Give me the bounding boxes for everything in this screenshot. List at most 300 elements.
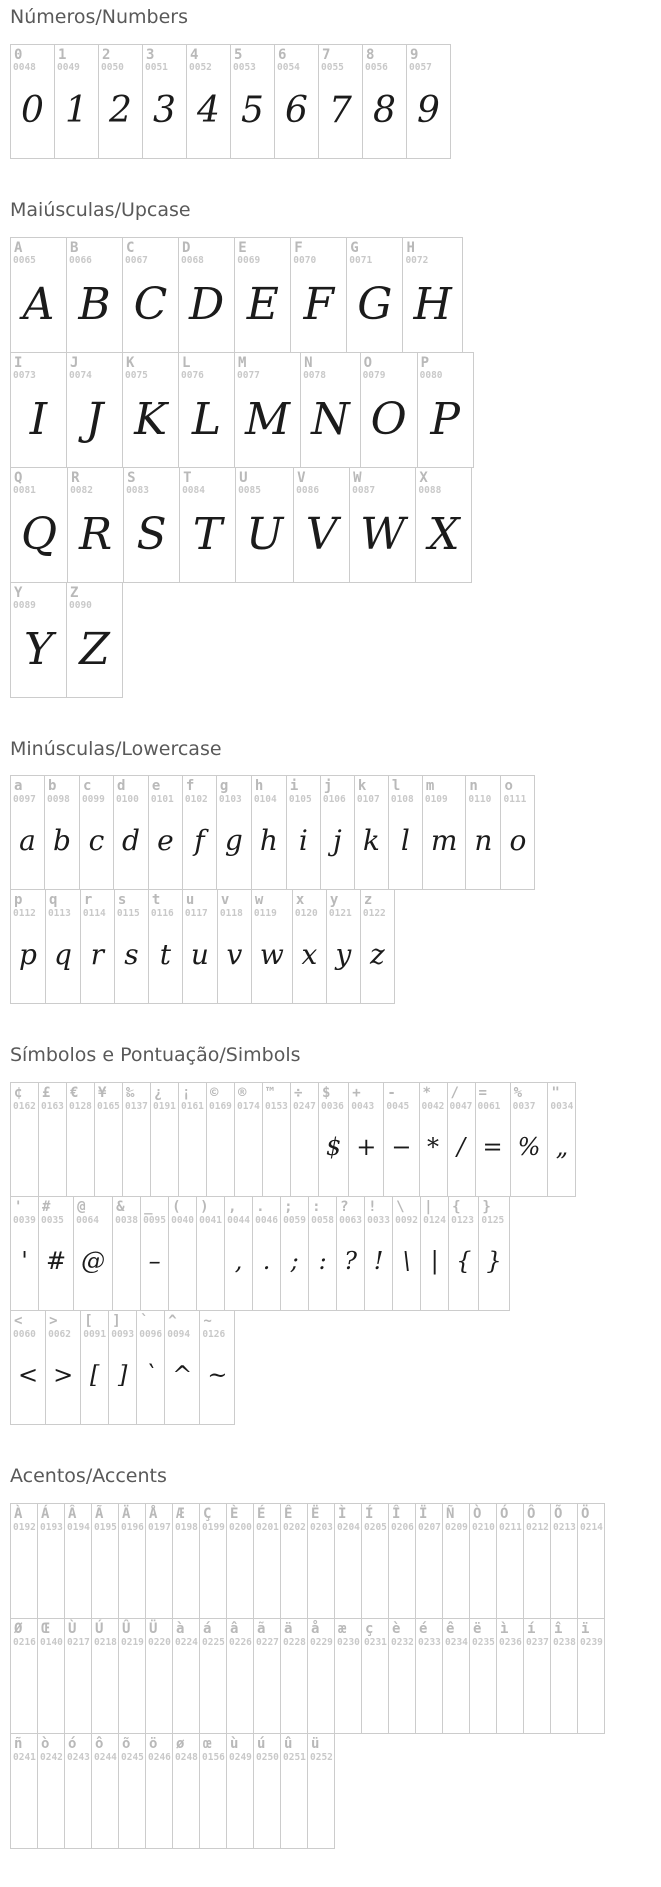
cell-character-label: S <box>127 469 136 486</box>
cell-unicode-code: 0232 <box>391 1636 414 1648</box>
cell-character-label: m <box>425 778 435 795</box>
cell-glyph: 9 <box>417 89 440 131</box>
cell-unicode-code: 0236 <box>499 1636 522 1648</box>
cell-glyph <box>281 1648 307 1733</box>
cell-glyph <box>11 1112 38 1196</box>
cell-glyph <box>179 1112 206 1196</box>
cell-unicode-code: 0241 <box>13 1751 36 1763</box>
cell-character-label: w <box>254 892 264 909</box>
char-cell <box>547 1082 576 1197</box>
cell-glyph: Z <box>79 624 110 676</box>
cell-unicode-code: 0199 <box>202 1521 225 1533</box>
cell-unicode-code: 0039 <box>13 1214 36 1226</box>
cell-unicode-code: 0033 <box>367 1214 390 1226</box>
cell-character-label: Ê <box>284 1505 293 1522</box>
cell-glyph: \ <box>402 1247 411 1276</box>
cell-glyph <box>119 1648 145 1733</box>
cell-character-label: C <box>126 239 135 256</box>
char-cell <box>148 775 183 890</box>
char-cell <box>10 889 46 1004</box>
cell-glyph <box>291 1112 318 1196</box>
cell-glyph: D <box>189 279 225 331</box>
cell-character-label: [ <box>84 1313 93 1330</box>
cell-glyph <box>524 1533 550 1618</box>
cell-character-label: Ö <box>581 1505 590 1522</box>
cell-unicode-code: 0105 <box>288 794 312 806</box>
cell-unicode-code: 0047 <box>449 1100 473 1112</box>
cell-unicode-code: 0205 <box>364 1521 387 1533</box>
cell-unicode-code: 0122 <box>362 908 386 920</box>
char-cell <box>122 1082 151 1197</box>
cell-glyph <box>497 1648 523 1733</box>
cell-glyph: | <box>430 1247 439 1276</box>
char-cell <box>136 1310 165 1425</box>
cell-glyph <box>173 1648 199 1733</box>
cell-unicode-code: 0068 <box>181 255 204 267</box>
cell-character-label: j <box>323 778 333 795</box>
char-cell <box>253 1733 281 1849</box>
cell-character-label: . <box>256 1199 265 1216</box>
cell-unicode-code: 0238 <box>553 1636 576 1648</box>
cell-glyph <box>119 1533 145 1618</box>
cell-character-label: ÷ <box>294 1085 303 1102</box>
cell-glyph <box>207 1112 234 1196</box>
cell-unicode-code: 0214 <box>580 1521 603 1533</box>
cell-glyph: ? <box>344 1247 358 1276</box>
cell-unicode-code: 0162 <box>13 1100 36 1112</box>
cell-unicode-code: 0213 <box>553 1521 576 1533</box>
char-cell <box>361 1618 389 1734</box>
cell-glyph <box>443 1533 469 1618</box>
char-cell <box>145 1503 173 1619</box>
cell-character-label: \ <box>396 1199 405 1216</box>
char-row <box>10 44 661 159</box>
cell-unicode-code: 0059 <box>283 1214 306 1226</box>
char-cell <box>226 1618 254 1734</box>
char-cell <box>388 1618 416 1734</box>
cell-unicode-code: 0065 <box>13 255 36 267</box>
char-cell <box>10 775 45 890</box>
cell-glyph: g <box>224 824 243 858</box>
cell-unicode-code: 0092 <box>395 1214 418 1226</box>
char-cell <box>123 467 180 583</box>
cell-unicode-code: 0140 <box>40 1636 63 1648</box>
char-cell <box>448 1196 479 1311</box>
cell-glyph <box>11 1763 37 1848</box>
cell-character-label: ] <box>112 1313 121 1330</box>
cell-glyph <box>470 1648 496 1733</box>
char-cell <box>150 1082 179 1197</box>
cell-glyph <box>227 1763 253 1848</box>
cell-unicode-code: 0063 <box>339 1214 362 1226</box>
char-cell <box>122 237 179 353</box>
char-row <box>10 352 661 468</box>
cell-character-label: À <box>14 1505 23 1522</box>
cell-unicode-code: 0038 <box>115 1214 138 1226</box>
cell-glyph: l <box>400 824 410 858</box>
cell-unicode-code: 0106 <box>322 794 346 806</box>
cell-glyph: – <box>148 1247 161 1276</box>
cell-character-label: r <box>83 892 93 909</box>
char-row <box>10 582 661 698</box>
cell-glyph: { <box>456 1247 472 1276</box>
char-cell <box>349 467 416 583</box>
cell-character-label: ® <box>238 1085 247 1102</box>
cell-glyph <box>92 1648 118 1733</box>
char-cell <box>113 775 149 890</box>
char-row <box>10 1503 661 1619</box>
cell-glyph: a <box>19 824 36 858</box>
cell-unicode-code: 0040 <box>171 1214 194 1226</box>
cell-character-label: Ø <box>14 1620 23 1637</box>
cell-glyph: , <box>234 1247 243 1276</box>
cell-glyph <box>470 1533 496 1618</box>
char-cell <box>10 1503 38 1619</box>
cell-glyph <box>200 1763 226 1848</box>
cell-character-label: { <box>452 1199 461 1216</box>
cell-unicode-code: 0116 <box>150 908 174 920</box>
cell-glyph: W <box>360 509 406 561</box>
cell-character-label: c <box>82 778 92 795</box>
cell-glyph: ! <box>373 1247 384 1276</box>
cell-unicode-code: 0216 <box>13 1636 36 1648</box>
cell-unicode-code: 0113 <box>47 908 71 920</box>
cell-unicode-code: 0163 <box>41 1100 64 1112</box>
cell-unicode-code: 0036 <box>321 1100 344 1112</box>
cell-character-label: ü <box>311 1735 320 1752</box>
cell-glyph: y <box>335 938 352 972</box>
cell-unicode-code: 0087 <box>352 485 376 497</box>
char-cell <box>326 889 361 1004</box>
cell-character-label: - <box>387 1085 396 1102</box>
cell-glyph: S <box>136 509 167 561</box>
char-cell <box>475 1082 511 1197</box>
cell-glyph: o <box>509 824 527 858</box>
cell-character-label: Ò <box>473 1505 482 1522</box>
char-cell <box>234 1082 263 1197</box>
cell-character-label: p <box>14 892 23 909</box>
cell-glyph: / <box>456 1133 466 1162</box>
cell-glyph: t <box>159 938 171 972</box>
cell-glyph: A <box>22 279 55 331</box>
section-title: Maiúsculas/Upcase <box>10 198 191 221</box>
cell-glyph <box>362 1533 388 1618</box>
cell-character-label: 1 <box>58 46 67 63</box>
cell-unicode-code: 0083 <box>126 485 149 497</box>
cell-unicode-code: 0098 <box>47 794 70 806</box>
cell-character-label: , <box>228 1199 237 1216</box>
char-cell <box>354 775 389 890</box>
char-cell <box>64 1503 92 1619</box>
cell-unicode-code: 0229 <box>310 1636 333 1648</box>
char-cell <box>142 44 187 159</box>
char-cell <box>300 352 361 468</box>
cell-unicode-code: 0037 <box>512 1100 536 1112</box>
cell-glyph: : <box>318 1247 327 1276</box>
cell-character-label: e <box>151 778 161 795</box>
cell-glyph <box>65 1533 91 1618</box>
cell-character-label: g <box>219 778 229 795</box>
char-cell <box>419 1082 448 1197</box>
char-row <box>10 1618 661 1734</box>
cell-unicode-code: 0082 <box>70 485 93 497</box>
cell-glyph <box>263 1112 290 1196</box>
cell-character-label: È <box>230 1505 239 1522</box>
cell-character-label: t <box>151 892 161 909</box>
cell-unicode-code: 0104 <box>253 794 277 806</box>
cell-glyph: Y <box>23 624 54 676</box>
cell-character-label: ¢ <box>14 1085 23 1102</box>
cell-character-label: ó <box>68 1735 77 1752</box>
cell-unicode-code: 0248 <box>175 1751 198 1763</box>
cell-unicode-code: 0246 <box>148 1751 171 1763</box>
cell-unicode-code: 0206 <box>391 1521 414 1533</box>
cell-glyph <box>227 1533 253 1618</box>
cell-character-label: B <box>70 239 79 256</box>
char-cell <box>199 1503 227 1619</box>
char-cell <box>226 1503 254 1619</box>
cell-unicode-code: 0062 <box>48 1328 71 1340</box>
char-cell <box>168 1196 197 1311</box>
char-cell <box>10 1733 38 1849</box>
cell-glyph: % <box>517 1133 541 1162</box>
cell-character-label: N <box>304 354 313 371</box>
cell-character-label: á <box>203 1620 212 1637</box>
cell-character-label: l <box>391 778 401 795</box>
char-cell <box>496 1618 524 1734</box>
cell-unicode-code: 0071 <box>349 255 373 267</box>
cell-glyph: H <box>413 279 452 331</box>
cell-glyph <box>551 1533 577 1618</box>
cell-character-label: ë <box>473 1620 482 1637</box>
cell-character-label: î <box>554 1620 563 1637</box>
cell-glyph <box>254 1763 280 1848</box>
cell-character-label: Ù <box>68 1620 77 1637</box>
section-accents <box>10 1465 661 1849</box>
char-cell <box>230 44 275 159</box>
cell-unicode-code: 0128 <box>69 1100 92 1112</box>
cell-character-label: ô <box>95 1735 104 1752</box>
cell-character-label: % <box>513 1085 523 1102</box>
cell-unicode-code: 0080 <box>419 370 443 382</box>
cell-unicode-code: 0115 <box>116 908 140 920</box>
cell-character-label: Ä <box>122 1505 131 1522</box>
cell-character-label: ¿ <box>154 1085 163 1102</box>
cell-character-label: € <box>70 1085 79 1102</box>
char-cell <box>235 467 294 583</box>
cell-character-label: Â <box>68 1505 77 1522</box>
char-cell <box>182 775 217 890</box>
char-cell <box>442 1503 470 1619</box>
cell-glyph <box>200 1648 226 1733</box>
cell-unicode-code: 0201 <box>256 1521 279 1533</box>
cell-character-label: ~ <box>203 1313 212 1330</box>
char-cell <box>252 1196 281 1311</box>
cell-glyph: > <box>53 1361 74 1390</box>
cell-unicode-code: 0035 <box>41 1214 64 1226</box>
cell-character-label: Õ <box>554 1505 563 1522</box>
cell-unicode-code: 0156 <box>202 1751 225 1763</box>
cell-character-label: ä <box>284 1620 293 1637</box>
cell-unicode-code: 0099 <box>81 794 105 806</box>
cell-glyph <box>146 1763 172 1848</box>
cell-character-label: Ó <box>500 1505 509 1522</box>
cell-character-label: ^ <box>168 1313 177 1330</box>
cell-glyph <box>38 1763 64 1848</box>
cell-unicode-code: 0195 <box>94 1521 117 1533</box>
char-cell <box>336 1196 365 1311</box>
char-cell <box>178 352 235 468</box>
cell-glyph <box>113 1226 140 1310</box>
cell-character-label: P <box>420 354 430 371</box>
char-cell <box>469 1618 497 1734</box>
cell-unicode-code: 0233 <box>418 1636 441 1648</box>
cell-glyph: 4 <box>197 89 220 131</box>
char-cell <box>224 1196 253 1311</box>
cell-character-label: Z <box>70 584 79 601</box>
cell-glyph: ; <box>290 1247 299 1276</box>
char-cell <box>253 1503 281 1619</box>
char-cell <box>280 1196 309 1311</box>
char-cell <box>38 1082 67 1197</box>
char-cell <box>346 237 403 353</box>
char-cell <box>66 237 123 353</box>
cell-character-label: ‰ <box>126 1085 135 1102</box>
char-cell <box>307 1733 335 1849</box>
cell-glyph: Q <box>21 509 58 561</box>
char-cell <box>469 1503 497 1619</box>
cell-glyph <box>281 1533 307 1618</box>
cell-character-label: ¡ <box>182 1085 191 1102</box>
cell-glyph <box>308 1648 334 1733</box>
cell-unicode-code: 0093 <box>111 1328 135 1340</box>
cell-glyph: = <box>482 1133 503 1162</box>
char-cell <box>118 1733 146 1849</box>
char-cell <box>510 1082 549 1197</box>
char-cell <box>253 1618 281 1734</box>
char-cell <box>73 1196 113 1311</box>
cell-character-label: ö <box>149 1735 158 1752</box>
cell-unicode-code: 0101 <box>150 794 174 806</box>
char-cell <box>383 1082 419 1197</box>
cell-character-label: Q <box>14 469 23 486</box>
cell-unicode-code: 0210 <box>472 1521 495 1533</box>
char-cell <box>45 1310 81 1425</box>
char-cell <box>186 44 231 159</box>
char-cell <box>415 1503 443 1619</box>
cell-glyph <box>151 1112 178 1196</box>
char-cell <box>360 889 395 1004</box>
cell-glyph: 3 <box>153 89 176 131</box>
cell-character-label: 4 <box>190 46 199 63</box>
cell-character-label: Ü <box>149 1620 158 1637</box>
cell-glyph: M <box>245 394 291 446</box>
cell-unicode-code: 0097 <box>13 794 36 806</box>
cell-glyph <box>95 1112 122 1196</box>
char-cell <box>274 44 319 159</box>
cell-unicode-code: 0225 <box>202 1636 225 1648</box>
cell-glyph: N <box>311 394 350 446</box>
cell-character-label: â <box>230 1620 239 1637</box>
cell-unicode-code: 0050 <box>101 62 124 74</box>
cell-character-label: 8 <box>366 46 375 63</box>
cell-character-label: n <box>469 778 478 795</box>
cell-character-label: £ <box>42 1085 51 1102</box>
cell-glyph: } <box>486 1247 502 1276</box>
cell-unicode-code: 0239 <box>580 1636 603 1648</box>
cell-character-label: h <box>254 778 264 795</box>
char-cell <box>406 44 451 159</box>
cell-unicode-code: 0109 <box>424 794 448 806</box>
cell-glyph <box>416 1648 442 1733</box>
char-cell <box>478 1196 509 1311</box>
cell-unicode-code: 0078 <box>303 370 326 382</box>
cell-character-label: ñ <box>14 1735 23 1752</box>
char-cell <box>234 352 301 468</box>
cell-character-label: x <box>295 892 305 909</box>
cell-unicode-code: 0251 <box>283 1751 306 1763</box>
cell-character-label: à <box>176 1620 185 1637</box>
cell-character-label: M <box>238 354 247 371</box>
cell-glyph <box>65 1763 91 1848</box>
cell-glyph: − <box>391 1133 412 1162</box>
cell-character-label: | <box>424 1199 433 1216</box>
cell-character-label: ù <box>230 1735 239 1752</box>
cell-unicode-code: 0084 <box>182 485 205 497</box>
char-cell <box>293 467 350 583</box>
cell-character-label: y <box>329 892 339 909</box>
cell-glyph <box>389 1648 415 1733</box>
cell-glyph: @ <box>81 1247 106 1276</box>
cell-unicode-code: 0070 <box>293 255 317 267</box>
cell-unicode-code: 0118 <box>219 908 243 920</box>
char-cell <box>364 1196 393 1311</box>
cell-glyph <box>146 1533 172 1618</box>
char-cell <box>10 44 55 159</box>
cell-unicode-code: 0198 <box>175 1521 198 1533</box>
char-cell <box>91 1733 119 1849</box>
section-title: Símbolos e Pontuação/Simbols <box>10 1044 301 1067</box>
cell-glyph <box>443 1648 469 1733</box>
cell-glyph: j <box>333 824 342 858</box>
cell-character-label: ï <box>581 1620 590 1637</box>
cell-unicode-code: 0197 <box>148 1521 171 1533</box>
cell-character-label: G <box>350 239 359 256</box>
cell-unicode-code: 0247 <box>293 1100 316 1112</box>
cell-unicode-code: 0193 <box>40 1521 63 1533</box>
cell-glyph <box>65 1648 91 1733</box>
cell-unicode-code: 0212 <box>526 1521 549 1533</box>
cell-unicode-code: 0075 <box>125 370 148 382</box>
cell-glyph: K <box>134 394 167 446</box>
cell-character-label: > <box>49 1313 58 1330</box>
cell-unicode-code: 0169 <box>209 1100 232 1112</box>
cell-character-label: É <box>257 1505 266 1522</box>
char-cell <box>523 1618 551 1734</box>
cell-character-label: Ú <box>95 1620 104 1637</box>
char-cell <box>44 775 80 890</box>
char-cell <box>37 1618 65 1734</box>
cell-glyph: [ <box>90 1361 100 1390</box>
char-cell <box>422 775 467 890</box>
cell-unicode-code: 0091 <box>83 1328 107 1340</box>
cell-character-label: d <box>116 778 126 795</box>
cell-character-label: W <box>353 469 362 486</box>
cell-unicode-code: 0108 <box>390 794 414 806</box>
char-cell <box>145 1733 173 1849</box>
cell-character-label: i <box>289 778 299 795</box>
cell-unicode-code: 0072 <box>405 255 429 267</box>
